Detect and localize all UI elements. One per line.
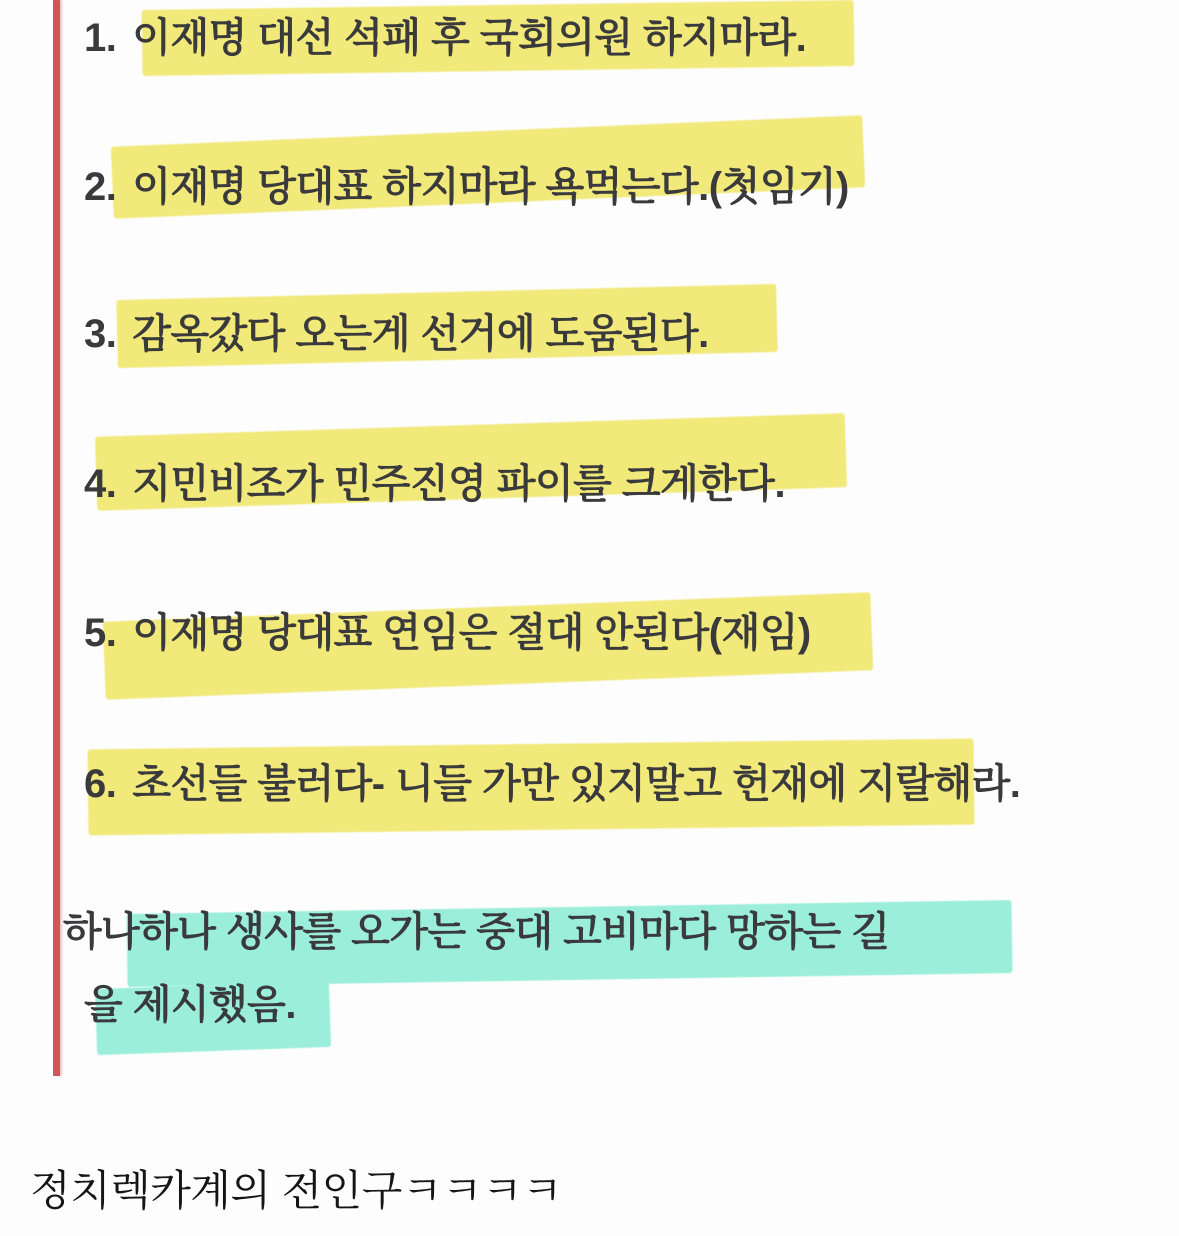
conclusion-line: 하나하나 생사를 오가는 중대 고비마다 망하는 길 xyxy=(63,910,890,954)
item-number: 5. xyxy=(84,611,117,655)
list-item xyxy=(84,14,806,62)
item-number: 6. xyxy=(84,762,117,806)
item-number: 1. xyxy=(84,16,117,60)
item-text: 지민비조가 민주진영 파이를 크게한다. xyxy=(132,462,786,506)
item-text: 이재명 대선 석패 후 국회의원 하지마라. xyxy=(132,16,807,60)
conclusion-line: 을 제시했음. xyxy=(84,983,296,1027)
item-number: 3. xyxy=(84,312,117,356)
item-text: 이재명 당대표 연임은 절대 안된다(재임) xyxy=(132,611,811,655)
item-text: 초선들 불러다- 니들 가만 있지말고 헌재에 지랄해라. xyxy=(132,762,1021,806)
item-number: 4. xyxy=(84,462,117,506)
caption: 정치렉카계의 전인구ㅋㅋㅋㅋ xyxy=(30,1167,563,1214)
item-text: 이재명 당대표 하지마라 욕먹는다.(첫임기) xyxy=(132,165,849,209)
list-item xyxy=(84,760,1020,808)
item-text: 감옥갔다 오는게 선거에 도움된다. xyxy=(132,312,709,356)
quote-bar xyxy=(53,0,60,1076)
list-item xyxy=(84,460,785,508)
item-number: 2. xyxy=(84,165,117,209)
list-item xyxy=(84,609,811,657)
list-item xyxy=(84,163,849,211)
list-item xyxy=(84,310,709,358)
